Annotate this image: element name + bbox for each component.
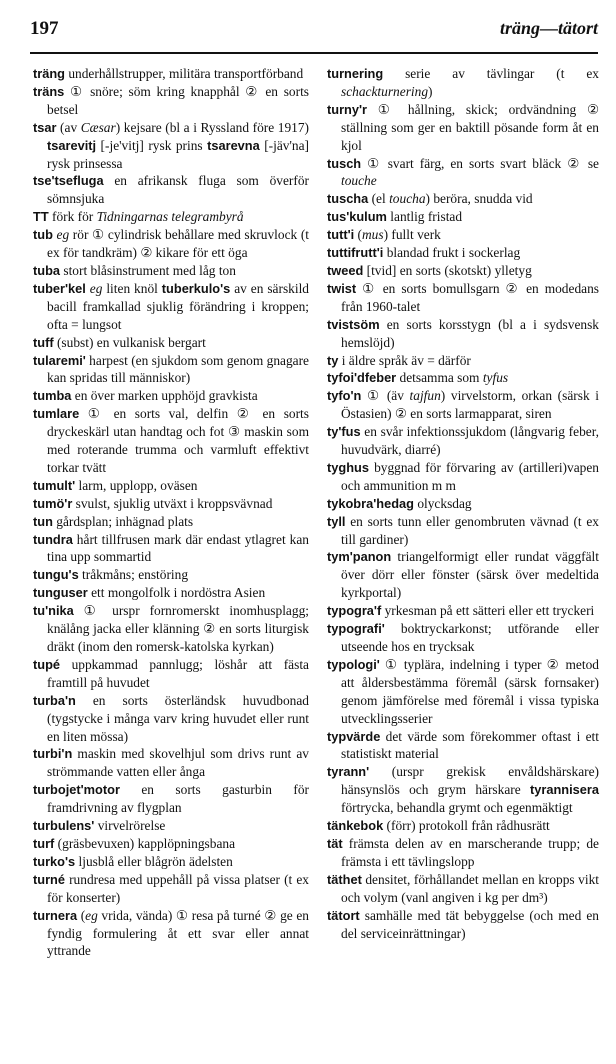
dictionary-entry — [33, 495, 309, 513]
definition-text: ① (äv — [361, 388, 410, 404]
dictionary-entry — [327, 817, 599, 835]
headword: turbojet'motor — [33, 782, 120, 798]
definition-text: ljusblå eller blågrön ädelsten — [75, 853, 233, 869]
dictionary-entry — [327, 316, 599, 352]
headword: tykobra'hedag — [327, 495, 414, 511]
italic-text: eg — [56, 227, 70, 243]
definition-text: främsta delen av en marscherande trupp; de främsta i ett tävlingslopp — [341, 835, 599, 869]
dictionary-entry — [33, 853, 309, 871]
dictionary-entry — [327, 244, 599, 262]
definition-text: [-jäv'na] rysk prinsessa — [47, 137, 309, 171]
headword: tus'kulum — [327, 209, 387, 225]
definition-text: detsamma som — [396, 370, 483, 386]
dictionary-entry — [33, 513, 309, 531]
definition-text: en sorts tunn eller genombruten vävnad (t ex till gardiner) — [341, 513, 599, 547]
definition-text: ( — [354, 227, 363, 243]
dictionary-entry — [33, 781, 309, 817]
headword: tusch — [327, 155, 362, 171]
headword: turnera — [33, 907, 78, 923]
headword: tumult' — [33, 477, 76, 493]
definition-text: ) virvelstorm, orkan (särsk i Östasien) ② en sorts larmapparat, siren — [341, 388, 599, 422]
dictionary-entry — [327, 280, 599, 316]
definition-text: byggnad för förvaring av (artilleri)vapen och ammunition m m — [341, 459, 599, 493]
headword: typogra'f — [327, 603, 382, 619]
headword: tyll — [327, 513, 346, 529]
headword: twist — [327, 280, 357, 296]
dictionary-entry — [327, 352, 599, 370]
definition-text: triangelformigt eller rundat väggfält över dörr eller fönster (särsk över medeltida kyrkportal) — [341, 549, 599, 601]
definition-text: uppkammad pannlugg; löshår att fästa framtill på huvudet — [47, 656, 309, 690]
dictionary-entry — [33, 692, 309, 746]
italic-text: tyfus — [482, 370, 509, 386]
dictionary-entry — [327, 513, 599, 549]
definition-text: (urspr grekisk envåldshärskare) hänsynslös och grym härskare — [341, 764, 599, 798]
definition-text: ① urspr fornromerskt inomhusplagg; knälång jacka eller klänning ② en sorts liturgisk dräkt (inom den romersk-katolska kyrkan) — [47, 603, 309, 654]
headword: tyfo'n — [327, 388, 362, 404]
definition-text: underhållstrupper, militära transportförband — [65, 66, 304, 81]
headword: typologi' — [327, 656, 380, 672]
definition-text: hårt tillfrusen mark där endast ytlagret kan tina upp sommartid — [47, 531, 309, 565]
definition-text: ① hållning, skick; ordvändning ② ställning som ger en baktill pösande form åt en kjol — [341, 101, 599, 153]
definition-text: en sorts korsstygn (bl a i sydsvensk hemslöjd) — [341, 316, 599, 350]
definition-text: tråkmåns; enstöring — [78, 567, 189, 583]
italic-text: eg — [85, 907, 98, 923]
headword: ty'fus — [327, 424, 361, 440]
dictionary-entry — [33, 817, 309, 835]
definition-text: (subst) en vulkanisk bergart — [53, 334, 206, 350]
definition-text: av en särskild bacill framkallad sjuklig förändring i kroppen; ofta = lungsot — [47, 280, 309, 332]
dictionary-entry — [327, 763, 599, 817]
definition-text: ett mongolfolk i nordöstra Asien — [87, 585, 266, 601]
headword: tun — [33, 513, 53, 529]
italic-text: Tidningarnas telegrambyrå — [96, 209, 244, 225]
dictionary-entry — [33, 835, 309, 853]
dictionary-entry — [33, 584, 309, 602]
dictionary-entry — [33, 907, 309, 961]
definition-text: en sorts gasturbin för framdrivning av flygplan — [47, 782, 309, 816]
headword: tse'tsefluga — [33, 173, 104, 189]
definition-text: boktryckarkonst; utförande eller utseende hos en trycksak — [341, 621, 599, 654]
dictionary-entry — [327, 459, 599, 495]
definition-text: yrkesman på ett sätteri eller ett tryckeri — [381, 603, 595, 619]
definition-text: gårdsplan; inhägnad plats — [52, 513, 194, 529]
headword: typvärde — [327, 728, 381, 744]
definition-text: förk för — [48, 209, 97, 225]
definition-text: lantlig fristad — [386, 209, 463, 225]
headword: tyfoi'dfeber — [327, 370, 397, 386]
headword: tsarevitj — [47, 137, 97, 153]
definition-text: ( — [77, 907, 86, 923]
definition-text: (av — [56, 119, 81, 135]
dictionary-entry — [327, 423, 599, 459]
headword: turbulens' — [33, 818, 95, 834]
dictionary-entry — [33, 280, 309, 334]
definition-text: en över marken upphöjd gravkista — [71, 388, 258, 404]
headword: tuba — [33, 262, 61, 278]
headword: tub — [33, 227, 53, 243]
definition-text: rör ① cylindrisk behållare med skruvlock (t ex för tandkräm) ② kikare för ett öga — [47, 227, 309, 261]
definition-text: ① en sorts bomullsgarn ② en modedans från 1960-talet — [341, 280, 599, 314]
dictionary-entry — [33, 531, 309, 567]
headword: tänkebok — [327, 818, 384, 834]
dictionary-entry — [327, 387, 599, 423]
definition-text: olycksdag — [413, 495, 472, 511]
definition-text: det värde som förekommer oftast i ett statistiskt material — [341, 728, 599, 762]
headword: tym'panon — [327, 549, 392, 565]
definition-text: ) — [428, 83, 433, 99]
headword: TT — [33, 209, 49, 225]
dictionary-entry — [33, 871, 309, 907]
dictionary-entry — [327, 190, 599, 208]
dictionary-entry — [327, 65, 599, 101]
headword: tuttifrutt'i — [327, 245, 384, 261]
definition-text: samhälle med tät bebyggelse (och med en del serviceinrättningar) — [341, 907, 599, 941]
headword: turny'r — [327, 101, 368, 117]
italic-text: schackturnering — [341, 83, 429, 99]
running-head: träng—tätort — [499, 18, 598, 38]
dictionary-entry — [327, 101, 599, 155]
header-rule — [30, 52, 598, 54]
dictionary-entry — [327, 226, 599, 244]
definition-text: (gräsbevuxen) kapplöpningsbana — [54, 835, 236, 851]
dictionary-entry — [33, 65, 309, 83]
definition-text: vrida, vända) ① resa på turné ② ge en fyndig formulering åt ett svar eller annat yttrande — [47, 907, 309, 959]
definition-text: stort blåsinstrument med låg ton — [60, 262, 236, 278]
headword: tularemi' — [33, 352, 86, 368]
dictionary-entry — [327, 548, 599, 602]
definition-text: en svår infektionssjukdom (långvarig feber, huvudvärk, diarré) — [341, 424, 599, 458]
dictionary-entry — [33, 566, 309, 584]
dictionary-entry — [327, 208, 599, 226]
headword: tyghus — [327, 459, 369, 475]
definition-text: förtrycka, behandla grymt och egenmäktigt — [341, 800, 573, 816]
headword: tutt'i — [327, 227, 355, 243]
dictionary-entry — [327, 155, 599, 191]
headword: ty — [327, 352, 339, 368]
definition-text: harpest (en sjukdom som genom gnagare kan spridas till människor) — [47, 352, 309, 386]
italic-text: toucha — [389, 191, 426, 207]
dictionary-entry — [327, 262, 599, 280]
definition-text: ) kejsare (bl a i Ryssland före 1917) — [115, 119, 309, 135]
definition-text: liten knöl — [102, 280, 162, 296]
definition-text: ) beröra, snudda vid — [425, 191, 533, 207]
definition-text: [-je'vitj] rysk prins — [96, 137, 208, 153]
headword: tätort — [327, 907, 360, 923]
definition-text: (förr) protokoll från rådhusrätt — [383, 818, 550, 834]
headword: tumlare — [33, 406, 80, 422]
headword: tunguser — [33, 585, 88, 601]
definition-text: larm, upplopp, oväsen — [75, 477, 198, 493]
dictionary-entry — [33, 477, 309, 495]
headword: tumba — [33, 388, 72, 404]
headword: tupé — [33, 656, 61, 672]
dictionary-entry — [33, 208, 309, 226]
dictionary-entry — [327, 495, 599, 513]
headword: tungu's — [33, 567, 79, 583]
definition-text: en afrikansk fluga som överför sömnsjuka — [47, 173, 309, 207]
dictionary-entry — [33, 602, 309, 656]
definition-text: blandad frukt i sockerlag — [383, 245, 521, 261]
dictionary-entry — [33, 334, 309, 352]
headword: turné — [33, 871, 65, 887]
headword: tyrannisera — [530, 782, 599, 798]
page-header — [30, 18, 598, 44]
left-column — [33, 65, 309, 960]
dictionary-entry — [327, 369, 599, 387]
headword: tu'nika — [33, 603, 74, 619]
headword: tuff — [33, 334, 54, 350]
page-number: 197 — [30, 18, 59, 39]
headword: tumö'r — [33, 495, 73, 511]
dictionary-entry — [327, 907, 599, 943]
italic-text: Cæsar — [80, 119, 116, 135]
definition-text: ) fullt verk — [383, 227, 441, 243]
dictionary-entry — [33, 387, 309, 405]
dictionary-entry — [33, 656, 309, 692]
headword: träng — [33, 66, 65, 81]
definition-text: ① typlära, indelning i typer ② metod att åldersbestämma föremål (särsk fornsaker) genom jämförelse med föremål i vissa typiska utvecklingsserier — [341, 656, 599, 726]
headword: tyrann' — [327, 764, 370, 780]
definition-text: ① snöre; söm kring knapphål ② en sorts betsel — [47, 83, 309, 117]
definition-text: ① en sorts val, delfin ② en sorts dryckeskärl utan handtag och fot ③ maskin som med roterande trumma och varmluft effektivt torkar tvätt — [47, 406, 309, 475]
italic-text: mus — [362, 227, 384, 243]
dictionary-entry — [327, 728, 599, 764]
dictionary-entry — [33, 745, 309, 781]
dictionary-entry — [33, 262, 309, 280]
headword: tundra — [33, 531, 73, 547]
headword: tuber'kel — [33, 280, 86, 296]
dictionary-entry — [327, 656, 599, 728]
definition-text: serie av tävlingar (t ex — [383, 66, 599, 81]
headword: tvistsöm — [327, 316, 380, 332]
headword: tsar — [33, 119, 57, 135]
dictionary-entry — [33, 405, 309, 477]
dictionary-entry — [327, 620, 599, 656]
dictionary-entry — [33, 83, 309, 119]
definition-text: [tvid] en sorts (skotskt) ylletyg — [363, 262, 532, 278]
headword: tuberkulo's — [161, 280, 231, 296]
headword: turba'n — [33, 692, 76, 708]
headword: typografi' — [327, 621, 385, 637]
dictionary-entry — [327, 602, 599, 620]
dictionary-entry — [33, 119, 309, 173]
definition-text: virvelrörelse — [94, 818, 166, 834]
headword: täthet — [327, 871, 362, 887]
dictionary-entry — [33, 172, 309, 208]
headword: turnering — [327, 66, 384, 81]
dictionary-entry — [327, 871, 599, 907]
headword: turbi'n — [33, 746, 73, 762]
definition-text: rundresa med uppehåll på vissa platser (t ex för konserter) — [47, 871, 309, 905]
italic-text: eg — [89, 280, 103, 296]
definition-text: densitet, förhållandet mellan en kropps vikt och volym (vanl angiven i kg per dm³) — [341, 871, 599, 905]
dictionary-entry — [33, 226, 309, 262]
headword: tweed — [327, 262, 364, 278]
dictionary-entry — [327, 835, 599, 871]
italic-text: tajfun — [409, 388, 441, 404]
definition-text: (el — [368, 191, 390, 207]
dictionary-entry — [33, 352, 309, 388]
definition-text: svulst, sjuklig utväxt i kroppsvävnad — [72, 495, 273, 511]
definition-text: i äldre språk äv = därför — [338, 352, 471, 368]
headword: turko's — [33, 853, 76, 869]
headword: tät — [327, 835, 343, 851]
headword: turf — [33, 835, 55, 851]
definition-text: ① svart färg, en sorts svart bläck ② se — [361, 155, 599, 171]
headword: tsarevna — [207, 137, 260, 153]
right-column — [327, 65, 599, 942]
italic-text: touche — [341, 173, 377, 189]
headword: träns — [33, 83, 65, 99]
headword: tuscha — [327, 191, 369, 207]
definition-text: en sorts österländsk huvudbonad (tygstycke i många varv kring huvudet eller runt en liten mössa) — [47, 692, 309, 744]
definition-text: maskin med skovelhjul som drivs runt av strömmande vatten eller ånga — [47, 746, 309, 780]
